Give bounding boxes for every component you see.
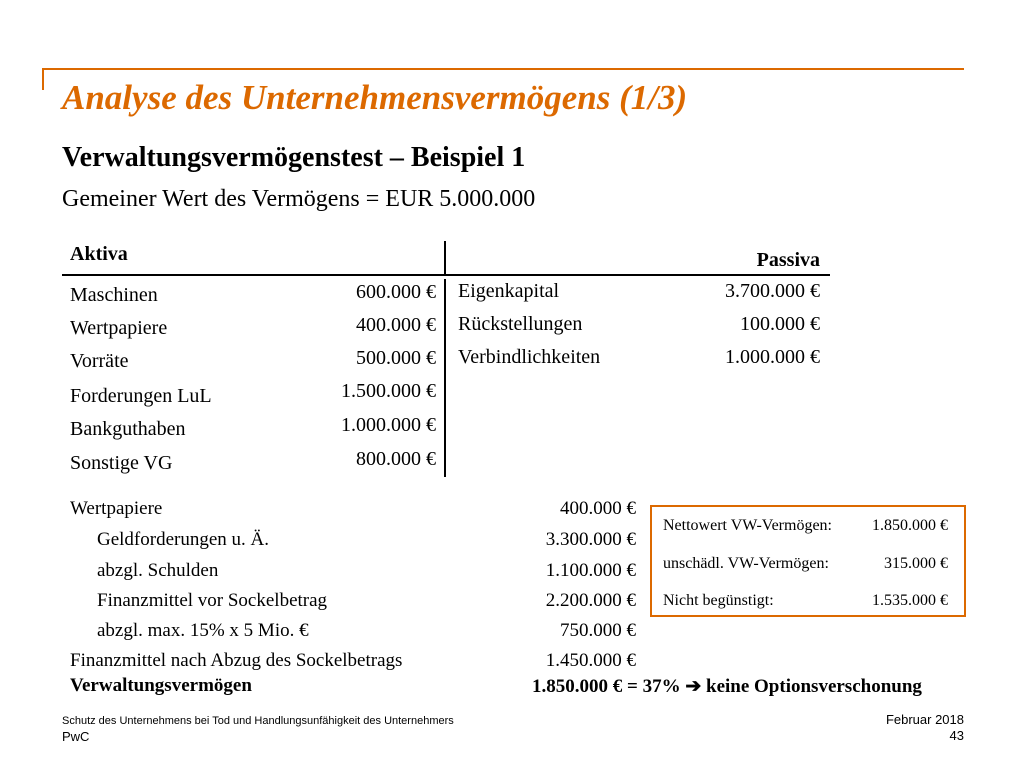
calc-value: 2.200.000 € bbox=[545, 590, 636, 611]
footer-company: PwC bbox=[62, 729, 90, 744]
passiva-value: 100.000 € bbox=[740, 313, 820, 335]
passiva-header: Passiva bbox=[756, 249, 820, 271]
calc-label: Finanzmittel nach Abzug des Sockelbetrags bbox=[70, 650, 403, 671]
box-label: Nettowert VW-Vermögen: bbox=[663, 517, 832, 534]
passiva-label: Eigenkapital bbox=[458, 280, 560, 302]
aktiva-value: 800.000 € bbox=[356, 448, 436, 470]
aktiva-label: Wertpapiere bbox=[70, 317, 168, 339]
calc-value: 1.100.000 € bbox=[545, 560, 636, 581]
calc-value: 750.000 € bbox=[560, 620, 636, 641]
box-value: 315.000 € bbox=[884, 555, 948, 572]
page-subtitle: Verwaltungsvermögenstest – Beispiel 1 bbox=[62, 142, 526, 173]
passiva-value: 1.000.000 € bbox=[725, 346, 820, 368]
aktiva-header: Aktiva bbox=[70, 243, 128, 265]
aktiva-label: Bankguthaben bbox=[70, 418, 186, 440]
aktiva-value: 1.500.000 € bbox=[341, 380, 436, 402]
page-title: Analyse des Unternehmensvermögens (1/3) bbox=[62, 78, 688, 117]
aktiva-label: Maschinen bbox=[70, 284, 158, 306]
arrow-right-icon: ➔ bbox=[685, 676, 702, 697]
result-box bbox=[650, 505, 966, 617]
aktiva-label: Sonstige VG bbox=[70, 452, 173, 474]
balance-vertical-divider-header bbox=[444, 241, 446, 274]
passiva-label: Verbindlichkeiten bbox=[458, 346, 601, 368]
page-number: 43 bbox=[949, 728, 964, 743]
box-label: unschädl. VW-Vermögen: bbox=[663, 555, 829, 572]
title-frame-left bbox=[42, 68, 44, 90]
aktiva-value: 400.000 € bbox=[356, 314, 436, 336]
aktiva-value: 1.000.000 € bbox=[341, 414, 436, 436]
aktiva-value: 600.000 € bbox=[356, 281, 436, 303]
calc-value: 400.000 € bbox=[560, 498, 636, 519]
calc-label: Finanzmittel vor Sockelbetrag bbox=[97, 590, 328, 611]
calc-label: Geldforderungen u. Ä. bbox=[97, 529, 270, 550]
calc-total-conclusion: keine Optionsverschonung bbox=[706, 676, 922, 697]
footer-date: Februar 2018 bbox=[885, 712, 964, 727]
calc-label: abzgl. Schulden bbox=[97, 560, 219, 581]
calc-label: Wertpapiere bbox=[70, 498, 163, 519]
title-frame-top bbox=[42, 68, 964, 70]
total-value-line: Gemeiner Wert des Vermögens = EUR 5.000.000 bbox=[62, 186, 536, 212]
balance-vertical-divider bbox=[444, 279, 446, 477]
footer-title: Schutz des Unternehmens bei Tod und Handlungsunfähigkeit des Unternehmers bbox=[62, 715, 454, 727]
calc-value: 1.450.000 € bbox=[545, 650, 636, 671]
calc-total-value: 1.850.000 € = 37% bbox=[532, 676, 681, 697]
aktiva-label: Forderungen LuL bbox=[70, 385, 212, 407]
box-value: 1.850.000 € bbox=[872, 517, 948, 534]
balance-header-divider bbox=[62, 274, 830, 276]
aktiva-value: 500.000 € bbox=[356, 347, 436, 369]
calc-total-result bbox=[532, 675, 922, 698]
calc-total-label: Verwaltungsvermögen bbox=[70, 675, 252, 696]
aktiva-label: Vorräte bbox=[70, 350, 129, 372]
calc-value: 3.300.000 € bbox=[545, 529, 636, 550]
box-value: 1.535.000 € bbox=[872, 592, 948, 609]
calc-label: abzgl. max. 15% x 5 Mio. € bbox=[97, 620, 309, 641]
passiva-value: 3.700.000 € bbox=[725, 280, 820, 302]
passiva-label: Rückstellungen bbox=[458, 313, 583, 335]
box-label: Nicht begünstigt: bbox=[663, 592, 774, 609]
